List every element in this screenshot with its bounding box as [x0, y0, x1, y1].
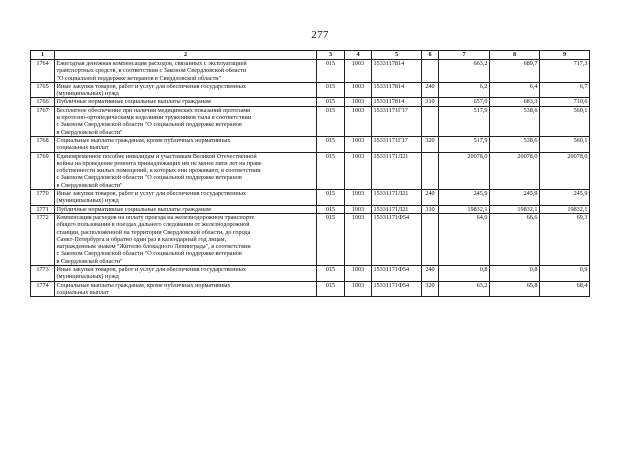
column-header: 6	[422, 51, 439, 60]
row-section-code: 1003	[345, 190, 372, 206]
row-expense-type: 310	[422, 205, 439, 213]
row-name: Иные закупки товаров, работ и услуг для обеспечения государственных (муниципальных) нужд	[55, 190, 317, 206]
row-name: Иные закупки товаров, работ и услуг для обеспечения государственных (муниципальных) нужд	[55, 82, 317, 98]
row-expense-type	[422, 60, 439, 83]
column-header: 1	[31, 51, 55, 60]
table-row	[31, 152, 590, 189]
row-expense-type: 240	[422, 82, 439, 98]
row-amount-col9: 245,9	[540, 190, 590, 206]
row-amount-col7: 517,9	[439, 106, 490, 136]
row-name: Социальные выплаты гражданам, кроме публичных нормативных социальных выплат	[55, 281, 317, 297]
row-amount-col9: 69,3	[540, 213, 590, 265]
row-amount-col7: 63,2	[439, 281, 490, 297]
row-ministry-code: 015	[317, 266, 345, 282]
row-number: 1764	[31, 60, 55, 83]
row-target-code: 15331171Г17	[372, 136, 422, 152]
row-number: 1768	[31, 136, 55, 152]
row-ministry-code: 015	[317, 60, 345, 83]
row-number: 1772	[31, 213, 55, 265]
row-amount-col7: 20078,0	[439, 152, 490, 189]
table-header-row	[31, 51, 590, 60]
row-number: 1770	[31, 190, 55, 206]
row-section-code: 1003	[345, 98, 372, 106]
row-expense-type: 310	[422, 98, 439, 106]
row-number: 1766	[31, 98, 55, 106]
row-target-code: 1533117814	[372, 98, 422, 106]
table-row	[31, 281, 590, 297]
row-target-code: 15331171Ф54	[372, 213, 422, 265]
row-section-code: 1003	[345, 205, 372, 213]
row-section-code: 1003	[345, 106, 372, 136]
row-amount-col9: 19832,1	[540, 205, 590, 213]
table-row	[31, 60, 590, 83]
budget-table	[30, 50, 590, 297]
row-ministry-code: 015	[317, 205, 345, 213]
row-number: 1769	[31, 152, 55, 189]
row-number: 1765	[31, 82, 55, 98]
row-amount-col8: 66,6	[490, 213, 540, 265]
column-header: 7	[439, 51, 490, 60]
row-amount-col9: 0,9	[540, 266, 590, 282]
row-amount-col9: 68,4	[540, 281, 590, 297]
table-row	[31, 82, 590, 98]
column-header: 2	[55, 51, 317, 60]
row-section-code: 1003	[345, 281, 372, 297]
row-ministry-code: 015	[317, 106, 345, 136]
table-row	[31, 213, 590, 265]
row-section-code: 1003	[345, 60, 372, 83]
row-name: Социальные выплаты гражданам, кроме публичных нормативных социальных выплат	[55, 136, 317, 152]
row-expense-type	[422, 152, 439, 189]
table-row	[31, 98, 590, 106]
row-target-code: 15331171Л21	[372, 152, 422, 189]
row-expense-type	[422, 106, 439, 136]
row-amount-col9: 20078,0	[540, 152, 590, 189]
row-target-code: 1533117814	[372, 60, 422, 83]
row-amount-col8: 683,3	[490, 98, 540, 106]
row-amount-col8: 20078,0	[490, 152, 540, 189]
row-target-code: 15331171Ф54	[372, 281, 422, 297]
row-amount-col8: 19832,1	[490, 205, 540, 213]
row-amount-col8: 6,4	[490, 82, 540, 98]
row-ministry-code: 015	[317, 98, 345, 106]
column-header: 5	[372, 51, 422, 60]
row-amount-col7: 6,2	[439, 82, 490, 98]
row-name: Бесплатное обеспечение при наличии медицинских показаний протезами и протезно-ортопедическими изделиями тружеников тыла в соответствии с Законом Свердловской области "О социальной поддержке ветеранов в Свердловской области"	[55, 106, 317, 136]
row-amount-col7: 663,2	[439, 60, 490, 83]
row-section-code: 1003	[345, 266, 372, 282]
row-amount-col9: 710,6	[540, 98, 590, 106]
row-amount-col8: 245,9	[490, 190, 540, 206]
row-ministry-code: 015	[317, 213, 345, 265]
row-target-code: 15331171Ф54	[372, 266, 422, 282]
table-row	[31, 190, 590, 206]
row-amount-col8: 689,7	[490, 60, 540, 83]
row-expense-type: 240	[422, 266, 439, 282]
row-amount-col7: 0,8	[439, 266, 490, 282]
row-expense-type: 320	[422, 281, 439, 297]
row-target-code: 1533117814	[372, 82, 422, 98]
row-amount-col8: 538,6	[490, 136, 540, 152]
row-amount-col7: 19832,1	[439, 205, 490, 213]
row-expense-type: 320	[422, 136, 439, 152]
page-number: 277	[311, 29, 329, 41]
row-amount-col8: 65,8	[490, 281, 540, 297]
column-header: 9	[540, 51, 590, 60]
row-amount-col7: 657,0	[439, 98, 490, 106]
row-name: Ежегодная денежная компенсация расходов, связанных с эксплуатацией транспортных средств, в соответствии с Законом Свердловской области "О социальной поддержке ветеранов в Свердловской области"	[55, 60, 317, 83]
row-section-code: 1003	[345, 82, 372, 98]
table-row	[31, 136, 590, 152]
row-section-code: 1003	[345, 152, 372, 189]
row-amount-col9: 560,1	[540, 106, 590, 136]
row-target-code: 15331171Г17	[372, 106, 422, 136]
row-name: Публичные нормативные социальные выплаты гражданам	[55, 98, 317, 106]
row-number: 1771	[31, 205, 55, 213]
column-header: 4	[345, 51, 372, 60]
row-name: Компенсация расходов на оплату проезда на железнодорожном транспорте общего пользования в поездах дальнего следования от железнодорожной станции, расположенной на территории Свердловской области, до города Санкт-Петербурга и обратно один раз в календарный год лицам, награжденным знаком "Жителю блокадного Ленинграда", в соответствии с Законом Свердловской области "О социальной поддержке ветеранов в Свердловской области"	[55, 213, 317, 265]
row-name: Единовременное пособие инвалидам и участникам Великой Отечественной войны на проведение ремонта принадлежащих им не менее пяти лет на праве собственности жилых помещений, в которых они проживают, в соответствии с Законом Свердловской области "О социальной поддержке ветеранов в Свердловской области"	[55, 152, 317, 189]
column-header: 3	[317, 51, 345, 60]
row-section-code: 1003	[345, 136, 372, 152]
row-amount-col8: 0,8	[490, 266, 540, 282]
row-amount-col7: 245,9	[439, 190, 490, 206]
row-name: Публичные нормативные социальные выплаты гражданам	[55, 205, 317, 213]
row-ministry-code: 015	[317, 152, 345, 189]
row-ministry-code: 015	[317, 190, 345, 206]
row-target-code: 15331171Л21	[372, 190, 422, 206]
column-header: 8	[490, 51, 540, 60]
row-amount-col7: 64,0	[439, 213, 490, 265]
table-row	[31, 106, 590, 136]
row-number: 1774	[31, 281, 55, 297]
row-target-code: 15331171Л21	[372, 205, 422, 213]
row-expense-type	[422, 213, 439, 265]
row-amount-col9: 717,3	[540, 60, 590, 83]
row-amount-col7: 517,9	[439, 136, 490, 152]
row-ministry-code: 015	[317, 82, 345, 98]
row-ministry-code: 015	[317, 136, 345, 152]
row-number: 1767	[31, 106, 55, 136]
row-number: 1773	[31, 266, 55, 282]
row-ministry-code: 015	[317, 281, 345, 297]
table-row	[31, 266, 590, 282]
table-row	[31, 205, 590, 213]
row-name: Иные закупки товаров, работ и услуг для обеспечения государственных (муниципальных) нужд	[55, 266, 317, 282]
row-amount-col9: 6,7	[540, 82, 590, 98]
row-amount-col9: 560,1	[540, 136, 590, 152]
row-expense-type: 240	[422, 190, 439, 206]
row-section-code: 1003	[345, 213, 372, 265]
row-amount-col8: 538,6	[490, 106, 540, 136]
